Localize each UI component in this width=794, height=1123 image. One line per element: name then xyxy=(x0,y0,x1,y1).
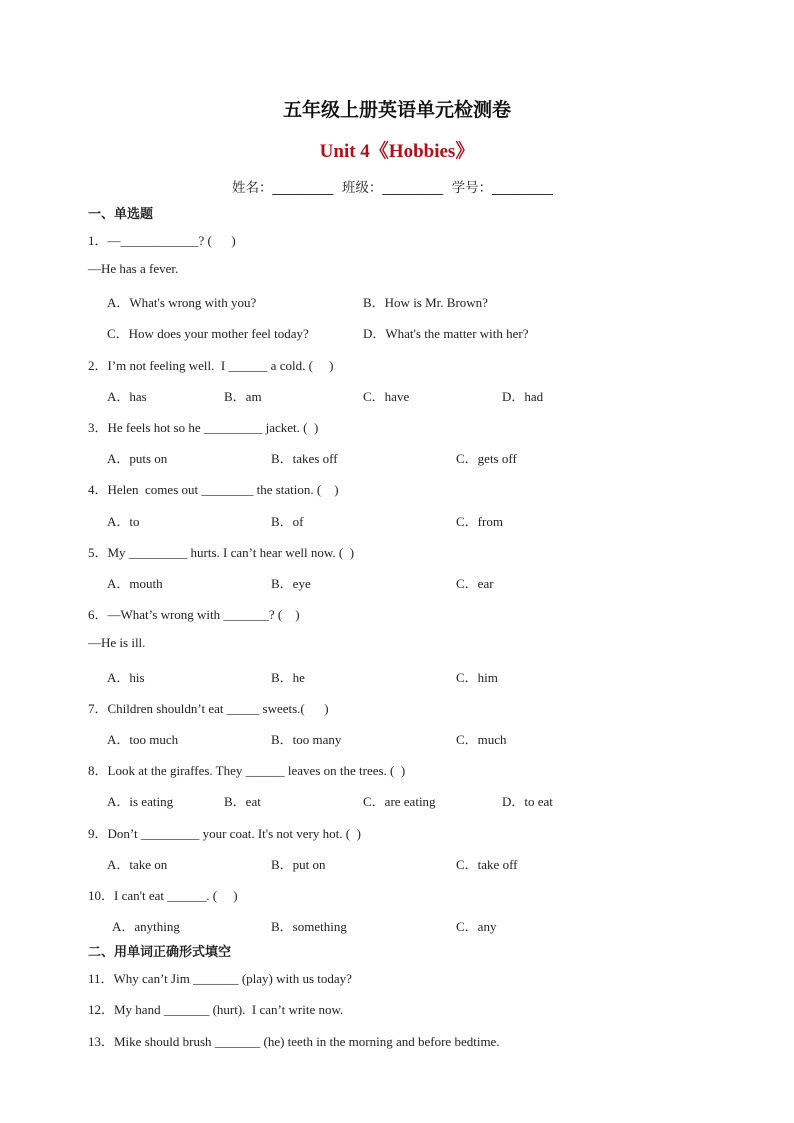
question-6-response: —He is ill. xyxy=(88,635,146,650)
question-2-stem: 2．I’m not feeling well. I ______ a cold. ( ) xyxy=(88,358,334,373)
question-10-option-a: A．anything xyxy=(112,919,180,934)
question-2-option-b: B．am xyxy=(224,389,262,404)
question-12-stem: 12．My hand _______ (hurt). I can’t write now. xyxy=(88,1002,344,1017)
student-info-line: 姓名：_________ 班级：_________ 学号：_________ xyxy=(232,180,553,196)
question-9-option-c: C．take off xyxy=(456,857,518,872)
question-3-option-a: A．puts on xyxy=(107,451,168,466)
question-1-response: —He has a fever. xyxy=(88,261,179,276)
question-4-option-b: B．of xyxy=(271,514,304,529)
question-5-option-c: C．ear xyxy=(456,576,494,591)
question-9-stem: 9．Don’t _________ your coat. It's not very hot. ( ) xyxy=(88,826,361,841)
question-7-option-b: B．too many xyxy=(271,732,342,747)
question-8-stem: 8．Look at the giraffes. They ______ leaves on the trees. ( ) xyxy=(88,763,406,778)
question-6-option-b: B．he xyxy=(271,670,305,685)
question-3-option-b: B．takes off xyxy=(271,451,338,466)
question-1-option-c: C．How does your mother feel today? xyxy=(107,326,309,341)
question-1-option-d: D．What's the matter with her? xyxy=(363,326,529,341)
question-8-option-a: A．is eating xyxy=(107,794,174,809)
question-1-stem: 1．—____________? ( ) xyxy=(88,233,236,248)
question-4-option-a: A．to xyxy=(107,514,140,529)
question-5-stem: 5．My _________ hurts. I can’t hear well now. ( ) xyxy=(88,545,355,560)
question-10-option-b: B．something xyxy=(271,919,347,934)
section-heading-multiple-choice: 一、单选题 xyxy=(88,207,154,222)
question-1-option-b: B．How is Mr. Brown? xyxy=(363,295,488,310)
question-4-stem: 4．Helen comes out ________ the station. ( ) xyxy=(88,482,339,497)
question-5-option-b: B．eye xyxy=(271,576,311,591)
question-10-stem: 10．I can't eat ______. ( ) xyxy=(88,888,238,903)
question-6-option-a: A．his xyxy=(107,670,145,685)
question-7-stem: 7．Children shouldn’t eat _____ sweets.( ) xyxy=(88,701,329,716)
question-6-option-c: C．him xyxy=(456,670,498,685)
question-7-option-a: A．too much xyxy=(107,732,179,747)
question-9-option-b: B．put on xyxy=(271,857,326,872)
question-7-option-c: C．much xyxy=(456,732,507,747)
question-4-option-c: C．from xyxy=(456,514,503,529)
question-3-stem: 3．He feels hot so he _________ jacket. ( ) xyxy=(88,420,319,435)
question-10-option-c: C．any xyxy=(456,919,497,934)
question-2-option-a: A．has xyxy=(107,389,147,404)
question-8-option-c: C．are eating xyxy=(363,794,436,809)
question-5-option-a: A．mouth xyxy=(107,576,163,591)
question-3-option-c: C．gets off xyxy=(456,451,517,466)
question-8-option-b: B．eat xyxy=(224,794,261,809)
question-1-option-a: A．What's wrong with you? xyxy=(107,295,257,310)
question-2-option-c: C．have xyxy=(363,389,410,404)
exam-title: 五年级上册英语单元检测卷 xyxy=(282,99,511,121)
question-2-option-d: D．had xyxy=(502,389,544,404)
question-8-option-d: D．to eat xyxy=(502,794,553,809)
question-9-option-a: A．take on xyxy=(107,857,168,872)
unit-subtitle: Unit 4《Hobbies》 xyxy=(319,141,475,162)
question-11-stem: 11．Why can’t Jim _______ (play) with us today? xyxy=(88,971,352,986)
question-6-stem: 6．—What’s wrong with _______? ( ) xyxy=(88,607,300,622)
question-13-stem: 13．Mike should brush _______ (he) teeth in the morning and before bedtime. xyxy=(88,1034,500,1049)
section-heading-fill-in: 二、用单词正确形式填空 xyxy=(88,945,232,960)
